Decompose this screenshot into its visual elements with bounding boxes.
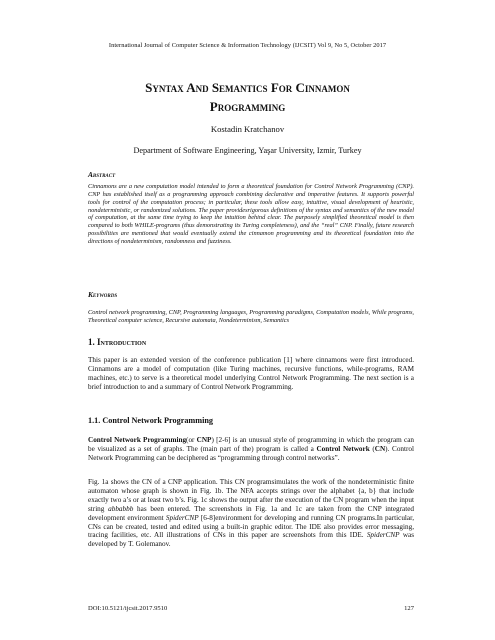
title-line-1: Syntax And Semantics For Cinnamon (145, 80, 350, 95)
italic-term: SpiderCNP (366, 531, 400, 540)
paragraph-text: has been entered. The screenshots in Fig. 1a and 1c are taken from the CNP integrated development environment (88, 504, 415, 522)
paragraph-text: ). Control Network Programming can be deciphered as “programming through control networks”. (88, 444, 414, 462)
cnp-definition-paragraph (88, 436, 414, 463)
italic-term: abbabbb (108, 504, 134, 513)
bold-term: Control Network Programming (88, 436, 187, 444)
paragraph-text: ) [2-6] is an unusual style of programming in which the program can be visualized as a set of graphs. The (main part of the) program is called a (88, 436, 414, 453)
abstract-text: Cinnamons are a new computation model intended to form a theoretical foundation for Control Network Programming (CNP). CNP has established itself as a programming approach combining declarative and imperative features. It supports powerful tools for control of the computation process; in particular, these tools allow easy, intuitive, visual development of heuristic, nondeterministic, or randomized solutions. The paper providesrigorous definitions of the syntax and semantics of the new model of computation, at the same time trying to keep the intuition behind clear. The purposely simplified theoretical model is then compared to both WHILE-programs (thus demonstrating its Turing completeness), and the “real” CNP. Finally, future research possibilities are mentioned that would eventually extend the cinnamon programming and its theoretical foundation into the directions of nondeterminism, randomness and fuzziness. (88, 183, 414, 245)
paragraph-text: ( (369, 444, 375, 453)
bold-term: CN (374, 444, 386, 453)
section-1-heading: 1. Introduction (88, 337, 147, 347)
author-name: Kostadin Kratchanov (210, 124, 285, 134)
paragraph-text: was developed by T. Golemanov. (88, 531, 415, 549)
paragraph-text: (or (186, 436, 197, 444)
paragraph-text: [6-8]environment for developing and running CN programs.In particular, CNs can be created, tested and edited using a built-in graphic editor. The IDE also provides error messaging, tracing facilities, etc. All illustrations of CNs in this paper are screenshots from this IDE. (88, 513, 414, 540)
keywords-heading: Keywords (88, 290, 118, 299)
section-1-paragraph: This paper is an extended version of the conference publication [1] where cinnamons were first introduced. Cinnamons are a model of computation (like Turing machines, recursive functions, while-programs, RAM machines, etc.) to serve is a theoretical model underlying Control Network Programming. The next section is a brief introduction to and a summary of Control Network Programming. (88, 356, 414, 391)
bold-term: Control Network (316, 444, 370, 453)
figure-1-paragraph (88, 478, 414, 549)
bold-term: CNP (196, 436, 212, 444)
page-number: 127 (404, 605, 414, 612)
italic-term: SpiderCNP (165, 513, 199, 522)
keywords-text: Control network programming, CNP, Programming languages, Programming paradigms, Computation models, While programs, Theoretical computer science, Recursive automata, Nondeterminism, Semantics (88, 309, 414, 324)
abstract-heading: Abstract (88, 170, 116, 179)
running-head: International Journal of Computer Science & Information Technology (IJCSIT) Vol 9, No 5, October 2017 (108, 42, 387, 49)
section-1-1-heading: 1.1. Control Network Programming (88, 416, 213, 425)
paper-title (60, 78, 435, 116)
doi-footer: DOI:10.5121/ijcsit.2017.9510 (88, 605, 168, 612)
title-line-2: Programming (209, 99, 286, 114)
author-affiliation: Department of Software Engineering, Yaşar University, Izmir, Turkey (133, 146, 362, 155)
paragraph-text: Fig. 1a shows the CN of a CNP application. This CN programsimulates the work of the nondeterministic finite automaton whose graph is shown in Fig. 1b. The NFA accepts strings over the alphabet {a, b} that include exactly two a’s or at least two b’s. Fig. 1c shows the output after the execution of the CN program when the input string (88, 478, 414, 513)
